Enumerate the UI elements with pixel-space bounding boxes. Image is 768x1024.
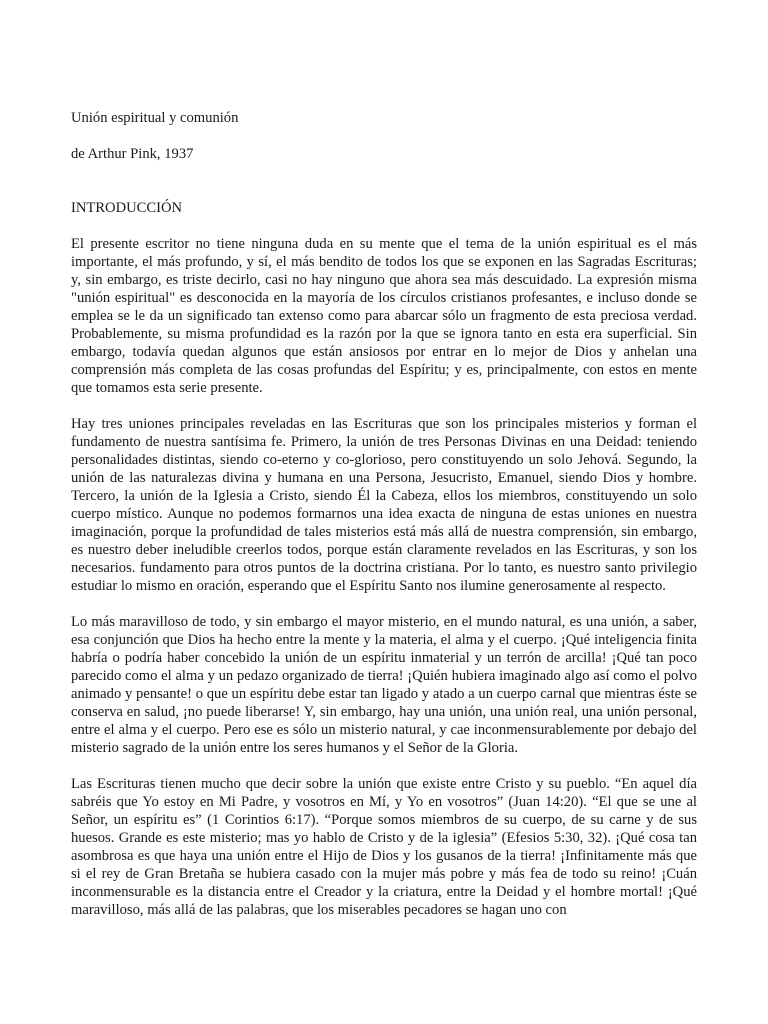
paragraph-3: Lo más maravilloso de todo, y sin embargo el mayor misterio, en el mundo natural, es una unión, a saber, esa conjunción que Dios ha hecho entre la mente y la materia, el alma y el cuerpo. ¡Qué inteligencia finita habría o podría haber concebido la unión de un espíritu inmaterial y un terrón de arcilla! ¡Qué tan poco parecido como el alma y un pedazo organizado de tierra! ¡Quién hubiera imaginado algo así como el polvo animado y pensante! o que un espíritu debe estar tan ligado y atado a un cuerpo carnal que mientras éste se conserva en salud, ¡no puede liberarse! Y, sin embargo, hay una unión, una unión real, una unión personal, entre el alma y el cuerpo. Pero ese es sólo un misterio natural, y cae inconmensurablemente por debajo del misterio sagrado de la unión entre los seres humanos y el Señor de la Gloria. [71,614,697,756]
author-line: de Arthur Pink, 1937 [71,146,194,162]
section-heading: INTRODUCCIÓN [71,200,183,216]
document-title: Unión espiritual y comunión [71,110,239,126]
paragraph-4: Las Escrituras tienen mucho que decir sobre la unión que existe entre Cristo y su pueblo. “En aquel día sabréis que Yo estoy en Mi Padre, y vosotros en Mí, y Yo en vosotros” (Juan 14:20). “El que se une al Señor, un espíritu es” (1 Corintios 6:17). “Porque somos miembros de su cuerpo, de su carne y de sus huesos. Grande es este misterio; mas yo hablo de Cristo y de la iglesia” (Efesios 5:30, 32). ¡Qué cosa tan asombrosa es que haya una unión entre el Hijo de Dios y los gusanos de la tierra! ¡Infinitamente más que si el rey de Gran Bretaña se hubiera casado con la mujer más pobre y más fea de todo su reino! ¡Cuán inconmensurable es la distancia entre el Creador y la criatura, entre la Deidad y el hombre mortal! ¡Qué maravilloso, más allá de las palabras, que los miserables pecadores se hagan uno con [71,776,697,918]
paragraph-1: El presente escritor no tiene ninguna duda en su mente que el tema de la unión espiritual es el más importante, el más profundo, y sí, el más bendito de todos los que se exponen en las Sagradas Escrituras; y, sin embargo, es triste decirlo, casi no hay ninguno que ahora sea más descuidado. La expresión misma "unión espiritual" es desconocida en la mayoría de los círculos cristianos profesantes, e incluso donde se emplea se le da un significado tan extenso como para abarcar sólo un fragmento de esta preciosa verdad. Probablemente, su misma profundidad es la razón por la que se ignora tanto en esta era superficial. Sin embargo, todavía quedan algunos que están ansiosos por entrar en lo mejor de Dios y anhelan una comprensión más completa de las cosas profundas del Espíritu; y es, principalmente, con estos en mente que tomamos esta serie presente. [71,236,697,396]
paragraph-2: Hay tres uniones principales reveladas en las Escrituras que son los principales misterios y forman el fundamento de nuestra santísima fe. Primero, la unión de tres Personas Divinas en una Deidad: teniendo personalidades distintas, siendo co-eterno y co-glorioso, pero constituyendo un solo Jehová. Segundo, la unión de las naturalezas divina y humana en una Persona, Jesucristo, Emanuel, siendo Dios y hombre. Tercero, la unión de la Iglesia a Cristo, siendo Él la Cabeza, ellos los miembros, constituyendo un solo cuerpo místico. Aunque no podemos formarnos una idea exacta de ninguna de estas uniones en nuestra imaginación, porque la profundidad de tales misterios está más allá de nuestra comprensión, sin embargo, es nuestro deber ineludible creerlos todos, porque están claramente revelados en las Escrituras, y son los necesarios. fundamento para otros puntos de la doctrina cristiana. Por lo tanto, es nuestro santo privilegio estudiar lo mismo en oración, esperando que el Espíritu Santo nos ilumine generosamente al respecto. [71,416,697,594]
document-page [71,109,697,937]
